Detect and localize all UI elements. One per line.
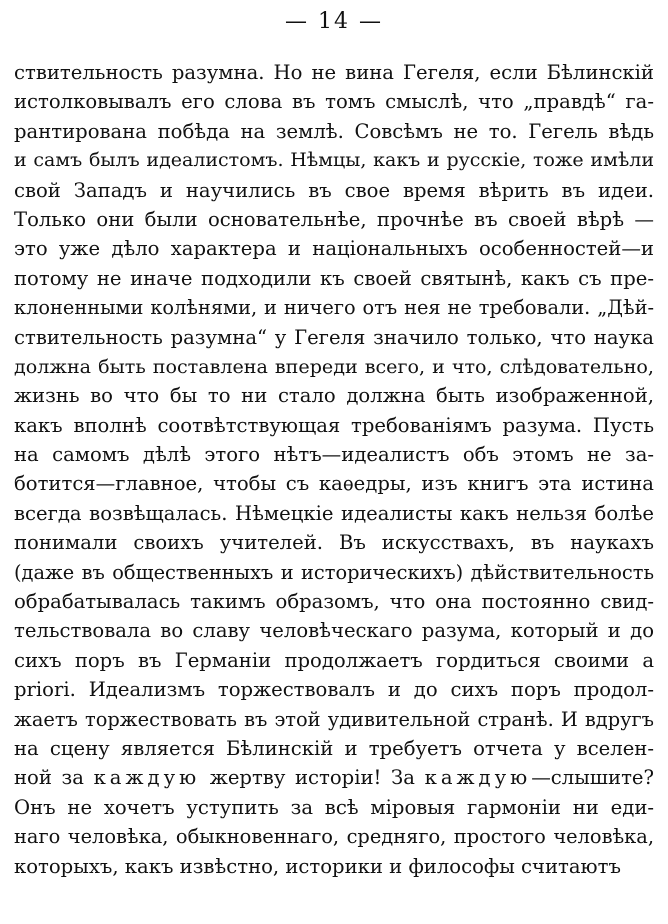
- text-line: понимали своихъ учителей. Въ искусствахъ, въ наукахъ: [14, 531, 654, 555]
- emphasis-word: каждую: [424, 766, 532, 790]
- text-line: которыхъ, какъ извѣстно, историки и философы считаютъ: [14, 854, 621, 878]
- text-line: (даже въ общественныхъ и историческихъ) дѣйствительность: [14, 560, 654, 584]
- text-line: обрабатывалась такимъ образомъ, что она постоянно свид-: [14, 590, 654, 614]
- text-line: истолковывалъ его слова въ томъ смыслѣ, что „правдѣ“ га-: [14, 90, 654, 114]
- text-line: клоненными колѣнями, и ничего отъ нея не требовали. „Дѣй-: [14, 296, 654, 320]
- text-line: ботится—главное, чтобы съ каѳедры, изъ книгъ эта истина: [14, 472, 654, 496]
- text-line: должна быть поставлена впереди всего, и что, слѣдовательно,: [14, 354, 654, 378]
- page-number: — 14 —: [285, 9, 383, 34]
- text-line: рантирована побѣда на землѣ. Совсѣмъ не то. Гегель вѣдь: [14, 119, 654, 143]
- body-text: [14, 58, 654, 881]
- text-line: ствительность разумна. Но не вина Гегеля, если Бѣлинскій: [14, 61, 654, 84]
- text-line: какъ вполнѣ соотвѣтствующая требованіямъ разума. Пусть: [14, 413, 654, 437]
- text-line: потому не иначе подходили къ своей святынѣ, какъ съ пре-: [14, 266, 654, 290]
- text-line: жаетъ торжествовать въ этой удивительной странѣ. И вдругъ: [14, 707, 654, 731]
- text-line: это уже дѣло характера и національныхъ особенностей—и: [14, 237, 654, 261]
- text-line: тельствовала во славу человѣческаго разума, который и до: [14, 619, 654, 643]
- text-line: Только они были основательнѣе, прочнѣе въ своей вѣрѣ —: [14, 207, 654, 231]
- text-fragment: ной за: [14, 766, 94, 790]
- emphasis-word: каждую: [93, 766, 201, 790]
- text-line: сихъ поръ въ Германіи продолжаетъ гордиться своими a: [14, 648, 654, 672]
- text-line: всегда возвѣщалась. Нѣмецкіе идеалисты какъ нельзя болѣе: [14, 501, 654, 525]
- text-line: на самомъ дѣлѣ этого нѣтъ—идеалистъ объ этомъ не за-: [14, 443, 654, 467]
- text-line-spaced-emphasis: [14, 763, 654, 792]
- text-line: priori. Идеализмъ торжествовалъ и до сихъ поръ продол-: [14, 678, 654, 702]
- text-fragment: жертву исторіи! За: [200, 766, 425, 790]
- text-line: жизнь во что бы то ни стало должна быть изображенной,: [14, 384, 654, 408]
- text-line: ствительность разумна“ у Гегеля значило только, что наука: [14, 325, 654, 349]
- text-line: на сцену является Бѣлинскій и требуетъ отчета у вселен-: [14, 736, 654, 760]
- text-fragment: —слышите?: [531, 766, 655, 790]
- text-line: Онъ не хочетъ уступить за всѣ міровыя гармоніи ни еди-: [14, 795, 654, 819]
- text-line: наго человѣка, обыкновеннаго, средняго, простого человѣка,: [14, 825, 654, 849]
- text-line: свой Западъ и научились въ свое время вѣрить въ идеи.: [14, 178, 654, 202]
- text-line: и самъ былъ идеалистомъ. Нѣмцы, какъ и русскіе, тоже имѣли: [14, 149, 654, 172]
